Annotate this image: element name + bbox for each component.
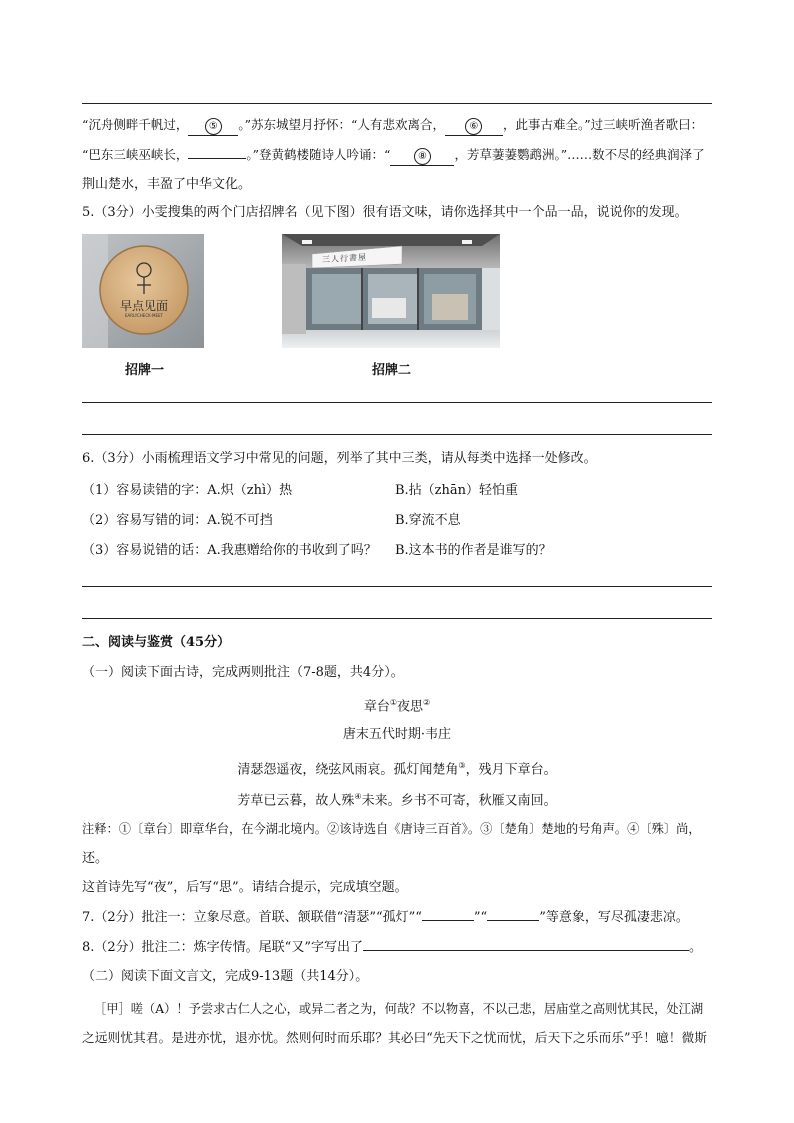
blank-6-marker: ⑥ — [465, 118, 482, 135]
text: 。”苏东城望月抒怀：“人有悲欢离合， — [238, 117, 445, 132]
part-two-heading: （二）阅读下面文言文，完成9-13题（共14分）。 — [82, 969, 369, 984]
poem-fill-line-2 — [82, 146, 705, 166]
q6-row-1-left: （1）容易读错的字：A.炽（zhì）热 — [82, 483, 293, 498]
q7 — [82, 909, 689, 927]
poem-title-text: 章台 — [363, 699, 390, 715]
blank-5[interactable] — [188, 117, 238, 136]
q7-blank-1[interactable] — [422, 920, 474, 921]
poem-line-2 — [0, 788, 794, 810]
q8 — [82, 939, 702, 957]
poem-title — [0, 694, 794, 716]
text: ，此事古难全。”过三峡听渔者歌曰： — [502, 117, 704, 132]
q6-row-2-left: （2）容易写错的词：A.锐不可挡 — [82, 513, 273, 528]
text: 7.（2分）批注一：立象尽意。首联、颔联借“清瑟”“孤灯”“ — [82, 910, 422, 925]
poem-notes-2: 还。 — [82, 851, 109, 866]
part-one-heading: （一）阅读下面古诗，完成两则批注（7-8题，共4分）。 — [82, 665, 404, 680]
q5-stem — [82, 204, 688, 222]
section-two-title: 二、阅读与鉴赏（45分） — [82, 635, 231, 650]
footnote-2: ② — [423, 698, 431, 707]
poem-title-text: 夜思 — [397, 699, 424, 715]
sign-one-subtext: EARLYCHECK·MEET — [125, 313, 163, 318]
footnote-3: ③ — [458, 761, 466, 770]
text: ，芳草萋萋鹦鹉洲。”……数不尽的经典润泽了 — [454, 147, 705, 162]
sign-one-graphic — [82, 234, 204, 348]
text: ”等意象，写尽孤凄悲凉。 — [539, 910, 689, 925]
footnote-4: ④ — [354, 792, 362, 801]
sign-two-photo — [282, 234, 500, 348]
sign-one-photo — [82, 234, 204, 348]
text: 。”登黄鹤楼随诗人吟诵：“ — [246, 147, 391, 162]
text: 清瑟怨遥夜，绕弦风雨哀。孤灯闻楚角 — [237, 762, 459, 778]
poem-author: 唐末五代时期·韦庄 — [342, 727, 452, 742]
sign-two-graphic — [282, 234, 500, 348]
q5-answer-line-2[interactable] — [82, 434, 712, 435]
q6-row-1-right: B.拈（zhān）轻怕重 — [395, 483, 519, 498]
caption-sign-two: 招牌二 — [372, 363, 412, 378]
q6-row-2-right: B.穿流不息 — [395, 513, 461, 528]
q5-stem-text: 5.（3分）小雯搜集的两个门店招牌名（见下图）很有语文味，请你选择其中一个品一品，说说你的发现。 — [82, 205, 688, 220]
poem-notes-1: 注释：①〔章台〕即章华台，在今湖北境内。②该诗选自《唐诗三百首》。③〔楚角〕楚地的号角声。④〔殊〕尚， — [82, 822, 701, 836]
q5-answer-line-1[interactable] — [82, 402, 712, 403]
q7-blank-2[interactable] — [487, 920, 539, 921]
q6-answer-line-1[interactable] — [82, 586, 712, 587]
text: 芳草已云暮，故人殊 — [237, 793, 355, 809]
top-rule — [82, 103, 712, 104]
q6-answer-line-2[interactable] — [82, 618, 712, 619]
caption-sign-one: 招牌一 — [125, 363, 165, 378]
poem-intro: 这首诗先写“夜”，后写“思”。请结合提示，完成填空题。 — [82, 880, 408, 895]
poem-fill-line-1 — [82, 116, 703, 136]
q6-row-3-right: B.这本书的作者是谁写的？ — [395, 543, 552, 558]
blank-6[interactable] — [445, 117, 503, 136]
poem-fill-line-3: 荆山楚水，丰盈了中华文化。 — [82, 177, 252, 192]
blank-8-marker: ⑧ — [414, 148, 431, 165]
text: 。 — [688, 940, 702, 955]
blank-8[interactable] — [390, 147, 454, 166]
footnote-1: ① — [389, 698, 397, 707]
classical-passage-line-1: ［甲］嗟（A）！予尝求古仁人之心，或异二者之为，何哉？不以物喜，不以己悲，居庙堂之高则忧其民，处江湖 — [94, 1002, 704, 1016]
q6-stem: 6.（3分）小雨梳理语文学习中常见的问题，列举了其中三类，请从每类中选择一处修改。 — [82, 451, 597, 466]
sign-one-text: 早点见面 — [119, 299, 168, 313]
blank-7[interactable] — [188, 158, 246, 159]
text: 8.（2分）批注二：炼字传情。尾联“又”字写出了 — [82, 940, 363, 955]
sign-two-text: 三人行書屋 — [322, 252, 367, 265]
q6-row-3-left: （3）容易说错的话：A.我惠赠给你的书收到了吗？ — [82, 543, 377, 558]
text: ”“ — [473, 910, 488, 925]
text: ，残月下章台。 — [465, 762, 557, 778]
q8-blank[interactable] — [363, 950, 689, 951]
text: 未来。乡书不可寄，秋雁又南回。 — [361, 793, 557, 809]
blank-5-marker: ⑤ — [205, 118, 222, 135]
classical-passage-line-2: 之远则忧其君。是进亦忧，退亦忧。然则何时而乐耶？其必曰“先天下之忧而忧，后天下之乐而乐”乎！噫！微斯 — [82, 1031, 708, 1046]
text: “沉舟侧畔千帆过， — [82, 117, 189, 132]
text: “巴东三峡巫峡长， — [82, 147, 189, 162]
poem-line-1 — [0, 757, 794, 779]
